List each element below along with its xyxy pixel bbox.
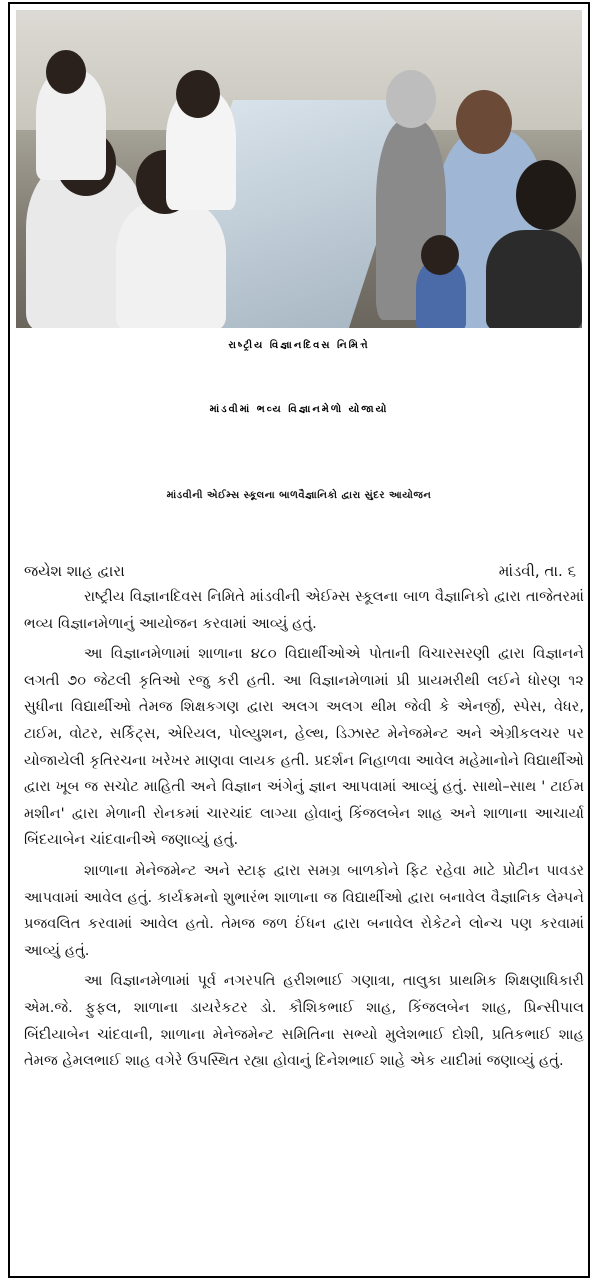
photo-visitor-head [456, 90, 512, 154]
byline-row [24, 562, 576, 580]
article-paragraph-2 [24, 641, 584, 854]
subheadline: માંડવીની એઈમ્સ સ્કૂલના બાળવૈજ્ઞાનિકો દ્વારા સુંદર આયોજન [166, 490, 432, 501]
paragraph-text: રાષ્ટ્રીય વિજ્ઞાનદિવસ નિમિતે માંડવીની એઈમ્સ સ્કૂલના બાળ વૈજ્ઞાનિકો દ્વારા તાજેતરમાં ભવ્ય વિજ્ઞાનમેળાનું આયોજન કરવામાં આવ્યું હતું. [24, 588, 584, 632]
paragraph-text: આ વિજ્ઞાનમેળામાં પૂર્વ નગરપતિ હરીશભાઈ ગણાત્રા, તાલુકા પ્રાથમિક શિક્ષણાધિકારી એમ.જે. ફુફલ, શાળાના ડાયરેકટર ડો. કૌશિકભાઈ શાહ, કિંજલબેન શાહ, પ્રિન્સીપાલ બિંદીયાબેન ચાંદવાની, શાળાના મેનેજમેન્ટ સમિતિના સભ્યો મુલેશભાઈ દોશી, પ્રતિકભાઈ શાહ તેમજ હેમલભાઈ શાહ વગેરે ઉપસ્થિત રહ્યા હોવાનું દિનેશભાઈ શાહે એક યાદીમાં જણાવ્યું હતું. [24, 972, 584, 1070]
photo-visitor-head [386, 70, 436, 128]
byline: જયેશ શાહ દ્વારા [24, 562, 125, 580]
paragraph-text: આ વિજ્ઞાનમેળામાં શાળાના ૪૮૦ વિદ્યાર્થીઓએ પોતાની વિચારસરણી દ્વારા વિજ્ઞાનને લગતી ૭૦ જેટલી કૃતિઓ રજુ કરી હતી. આ વિજ્ઞાનમેળામાં પ્રી પ્રાયમરીથી લઈને ધોરણ ૧૨ સુધીના વિદ્યાર્થીઓ તેમજ શિક્ષકગણ દ્વારા અલગ અલગ થીમ જેવી કે એનર્જી, સ્પેસ, વેધર, ટાઈમ, વોટર, સર્કિટ્સ, એરિયલ, પોલ્યુશન, હેલ્થ, ડિઝાસ્ટ મેનેજમેન્ટ અને એગ્રીકલચર પર યોજાયેલી કૃતિરચના ખરેખર માણવા લાયક હતી. પ્રદર્શન નિહાળવા આવેલ મહેમાનોને વિદ્યાર્થીઓ દ્વારા ખૂબ જ સચોટ માહિતી અને વિજ્ઞાન અંગેનું જ્ઞાન આપવામાં આવ્યું હતું. સાથો–સાથ ' ટાઈમ મશીન' દ્વારા મેળાની રોનકમાં ચારચાંદ લાગ્યા હોવાનું કિંજલબેન શાહ અને શાળાના આચાર્યા બિંદયાબેન ચાંદવાનીએ જણાવ્યું હતું. [24, 645, 584, 849]
photo-visitor-figure [486, 230, 582, 328]
photo-student-figure [116, 200, 226, 328]
photo-student-head [176, 70, 220, 118]
headline-line-2: માંડવીમાં ભવ્ય વિજ્ઞાનમેળો યોજાયો [209, 404, 389, 415]
headline-line-1: રાષ્ટ્રીય વિજ્ઞાનદિવસ નિમિત્તે [228, 340, 370, 351]
photo-visitor-head [516, 160, 576, 230]
newspaper-clipping [8, 2, 590, 1278]
news-photo [16, 10, 582, 328]
photo-student-head [46, 50, 86, 94]
article-paragraph-1 [24, 584, 584, 637]
photo-child-head [421, 235, 459, 275]
article-body [24, 584, 584, 1079]
paragraph-text: શાળાના મેનેજમેન્ટ અને સ્ટાફ દ્વારા સમગ્ર બાળકોને ફિટ રહેવા માટે પ્રોટીન પાવડર આપવામાં આવેલ હતું. કાર્યક્રમનો શુભારંભ શાળાના જ વિદ્યાર્થીઓ દ્વારા બનાવેલ વૈજ્ઞાનિક લેમ્પને પ્રજવલિત કરવામાં આવેલ હતો. તેમજ જળ ઈંધન દ્વારા બનાવેલ રોકેટને લોન્ચ પણ કરવામાં આવ્યું હતું. [24, 861, 584, 959]
article-paragraph-3 [24, 858, 584, 964]
dateline: માંડવી, તા. ૬ [498, 562, 576, 580]
article-paragraph-4 [24, 968, 584, 1074]
